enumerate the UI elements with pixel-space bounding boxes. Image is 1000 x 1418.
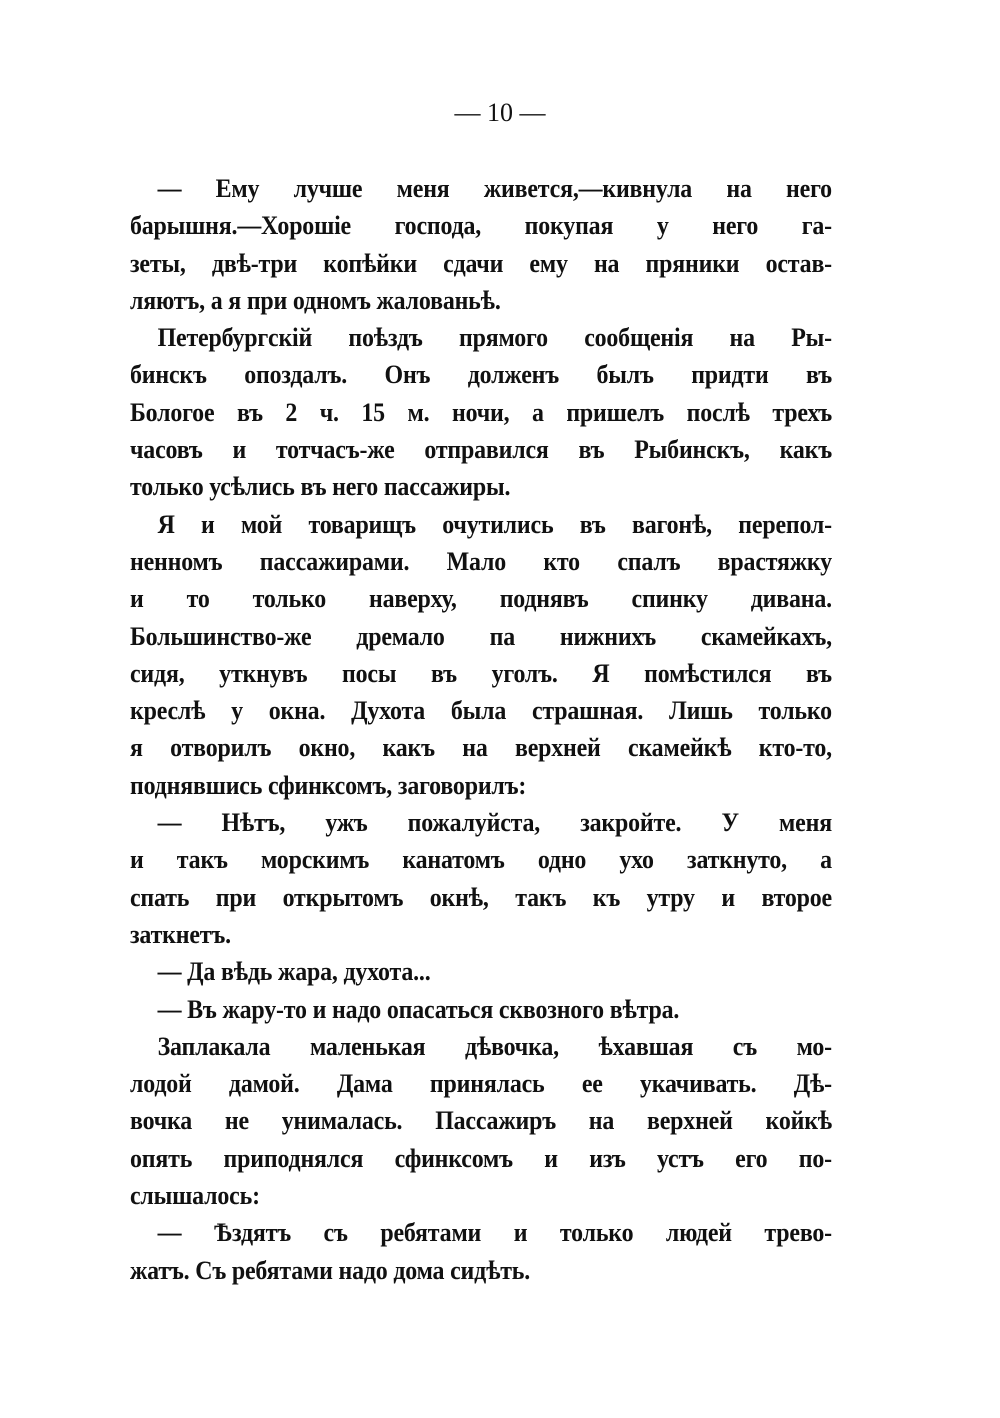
- text-line: и такъ морскимъ канатомъ одно ухо заткнуто, а: [130, 845, 832, 875]
- text-line: Петербургскій поѣздъ прямого сообщенія на Ры-: [157, 323, 832, 353]
- paragraph: [130, 506, 832, 804]
- text-line: барышня.—Хорошіе господа, покупая у него га-: [130, 211, 832, 241]
- paragraph: [130, 1028, 832, 1214]
- text-line: ненномъ пассажирами. Мало кто спалъ врастяжку: [130, 546, 832, 576]
- text-line: я отворилъ окно, какъ на верхней скамейкѣ кто-то,: [130, 733, 832, 763]
- text-line: — Нѣтъ, ужъ пожалуйста, закройте. У меня: [157, 808, 832, 838]
- text-line: — Ѣздятъ съ ребятами и только людей трево-: [157, 1218, 832, 1248]
- text-line: Бологое въ 2 ч. 15 м. ночи, а пришелъ послѣ трехъ: [130, 397, 832, 427]
- text-line: зеты, двѣ-три копѣйки сдачи ему на пряники остав-: [130, 248, 832, 278]
- text-line: жатъ. Съ ребятами надо дома сидѣть.: [130, 1255, 531, 1285]
- text-line: заткнетъ.: [130, 919, 231, 949]
- body-text: [130, 170, 832, 1289]
- text-line: часовъ и тотчасъ-же отправился въ Рыбинскъ, какъ: [130, 435, 832, 465]
- text-line: — Въ жару-то и надо опасаться сквозного вѣтра.: [157, 994, 680, 1024]
- text-line: слышалось:: [130, 1181, 260, 1211]
- page-number: — 10 —: [454, 98, 546, 127]
- text-line: Заплакала маленькая дѣвочка, ѣхавшая съ мо-: [157, 1031, 832, 1061]
- text-line: поднявшись сфинксомъ, заговорилъ:: [130, 770, 527, 800]
- text-line: сидя, уткнувъ посы въ уголъ. Я помѣстился въ: [130, 658, 832, 688]
- paragraph: [130, 319, 832, 505]
- text-line: вочка не унималась. Пассажиръ на верхней койкѣ: [130, 1106, 832, 1136]
- paragraph: [130, 804, 832, 953]
- paragraph: [130, 991, 832, 1028]
- text-line: — Да вѣдь жара, духота...: [157, 957, 431, 987]
- text-line: и то только наверху, поднявъ спинку дивана.: [130, 584, 832, 614]
- text-line: только усѣлись въ него пассажиры.: [130, 472, 511, 502]
- paragraph: [130, 170, 832, 319]
- text-line: ляютъ, а я при одномъ жалованьѣ.: [130, 285, 501, 315]
- text-line: креслѣ у окна. Духота была страшная. Лишь только: [130, 696, 832, 726]
- text-line: Я и мой товарищъ очутились въ вагонѣ, перепол-: [157, 509, 832, 539]
- text-line: — Ему лучше меня живется,—кивнула на него: [157, 174, 832, 203]
- text-line: бинскъ опоздалъ. Онъ долженъ былъ придти въ: [130, 360, 832, 390]
- text-line: лодой дамой. Дама принялась ее укачивать. Дѣ-: [130, 1069, 832, 1099]
- text-line: спать при открытомъ окнѣ, такъ къ утру и второе: [130, 882, 832, 912]
- paragraph: [130, 1214, 832, 1289]
- paragraph: [130, 953, 832, 990]
- text-line: Большинство-же дремало па нижнихъ скамейкахъ,: [130, 621, 832, 651]
- text-line: опять приподнялся сфинксомъ и изъ устъ его по-: [130, 1143, 832, 1173]
